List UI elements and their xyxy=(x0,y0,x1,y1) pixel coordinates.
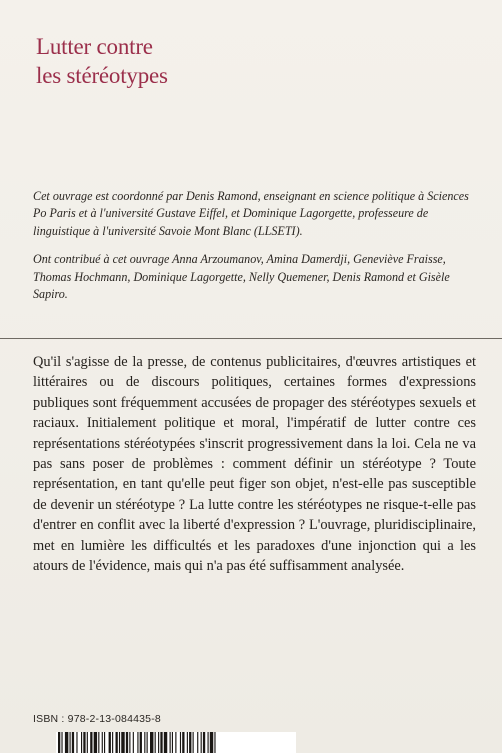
barcode-icon xyxy=(56,732,296,753)
barcode-bar xyxy=(112,732,113,753)
barcode-bar xyxy=(175,732,176,753)
barcode-bar xyxy=(102,732,103,753)
barcode-bar xyxy=(193,732,194,753)
barcode-bar xyxy=(61,732,62,753)
barcode-bar xyxy=(70,732,71,753)
barcode-bar xyxy=(201,732,202,753)
barcode-bar xyxy=(90,732,92,753)
contributors-note: Ont contribué à cet ouvrage Anna Arzoumanov, Amina Damerdji, Geneviève Fraisse, Thomas Hochmann, Dominique Lagorgette, Nelly Quemener, Denis Ramond et Gisèle Sapiro. xyxy=(33,252,450,302)
barcode-bar xyxy=(182,732,184,753)
barcode-bar xyxy=(203,732,205,753)
barcode-bar xyxy=(121,732,124,753)
barcode-bar xyxy=(116,732,118,753)
barcode-bar xyxy=(214,732,215,753)
barcode-bar xyxy=(172,732,173,753)
barcode-bar xyxy=(140,732,142,753)
barcode-bar xyxy=(155,732,156,753)
barcode-bar xyxy=(81,732,82,753)
barcode-bar xyxy=(210,732,213,753)
barcode-bar xyxy=(189,732,191,753)
barcode-bar xyxy=(58,732,60,753)
barcode-bar xyxy=(164,732,167,753)
barcode-bar xyxy=(129,732,130,753)
barcode-bar xyxy=(72,732,74,753)
isbn-label: ISBN : 978-2-13-084435-8 xyxy=(33,713,161,725)
book-description xyxy=(33,352,476,576)
barcode-bar xyxy=(94,732,97,753)
book-title-line-2: les stéréotypes xyxy=(36,63,168,88)
barcode-bar xyxy=(65,732,68,753)
barcode-bar xyxy=(180,732,181,753)
barcode-bar xyxy=(160,732,162,753)
barcode-graphic xyxy=(56,732,296,753)
barcode-bar xyxy=(197,732,198,753)
barcode-bar xyxy=(170,732,171,753)
barcode-bar xyxy=(208,732,209,753)
book-title-line-1: Lutter contre xyxy=(36,34,153,59)
barcode-bar xyxy=(137,732,138,753)
barcode-bar xyxy=(83,732,85,753)
barcode-bar xyxy=(119,732,120,753)
book-title xyxy=(36,32,456,90)
barcode-bar xyxy=(187,732,188,753)
barcode-bar xyxy=(144,732,145,753)
barcode-bar xyxy=(98,732,99,753)
barcode-bar xyxy=(76,732,77,753)
description-text: Qu'il s'agisse de la presse, de contenus publicitaires, d'œuvres artistiques et littéraires ou de discours politiques, certaines formes d'expressions publiques sont fréquemment accusées de propager des stéréotypes sexuels et raciaux. Initialement politique et moral, l'impératif de lutter contre ces représentations stéréotypées s'inscrit progressivement dans la loi. Cela ne va pas sans poser de problèmes : comment définir un stéréotype ? Toute représentation, en tant qu'elle peut figer son objet, n'est-elle pas susceptible de devenir un stéréotype ? La lutte contre les stéréotypes ne risque-t-elle pas d'entrer en conflit avec la liberté d'expression ? L'ouvrage, pluridisciplinaire, met en lumière les difficultés et les paradoxes d'une injonction qui a les atours de l'évidence, mais qui n'a pas été suffisamment analysée. xyxy=(33,354,476,575)
coordination-note: Cet ouvrage est coordonné par Denis Ramond, enseignant en science politique à Sciences Po Paris et à l'université Gustave Eiffel, et Dominique Lagorgette, professeure de linguistique à l'université Savoie Mont Blanc (LLSETI). xyxy=(33,189,469,238)
barcode-bar xyxy=(133,732,134,753)
barcode-bar xyxy=(147,732,148,753)
section-divider xyxy=(0,338,502,339)
barcode-bar xyxy=(109,732,111,753)
barcode-bar xyxy=(87,732,88,753)
barcode-bar xyxy=(150,732,153,753)
credits-block xyxy=(33,188,479,303)
barcode-bar xyxy=(104,732,105,753)
barcode-bar xyxy=(126,732,128,753)
barcode-bar xyxy=(158,732,159,753)
